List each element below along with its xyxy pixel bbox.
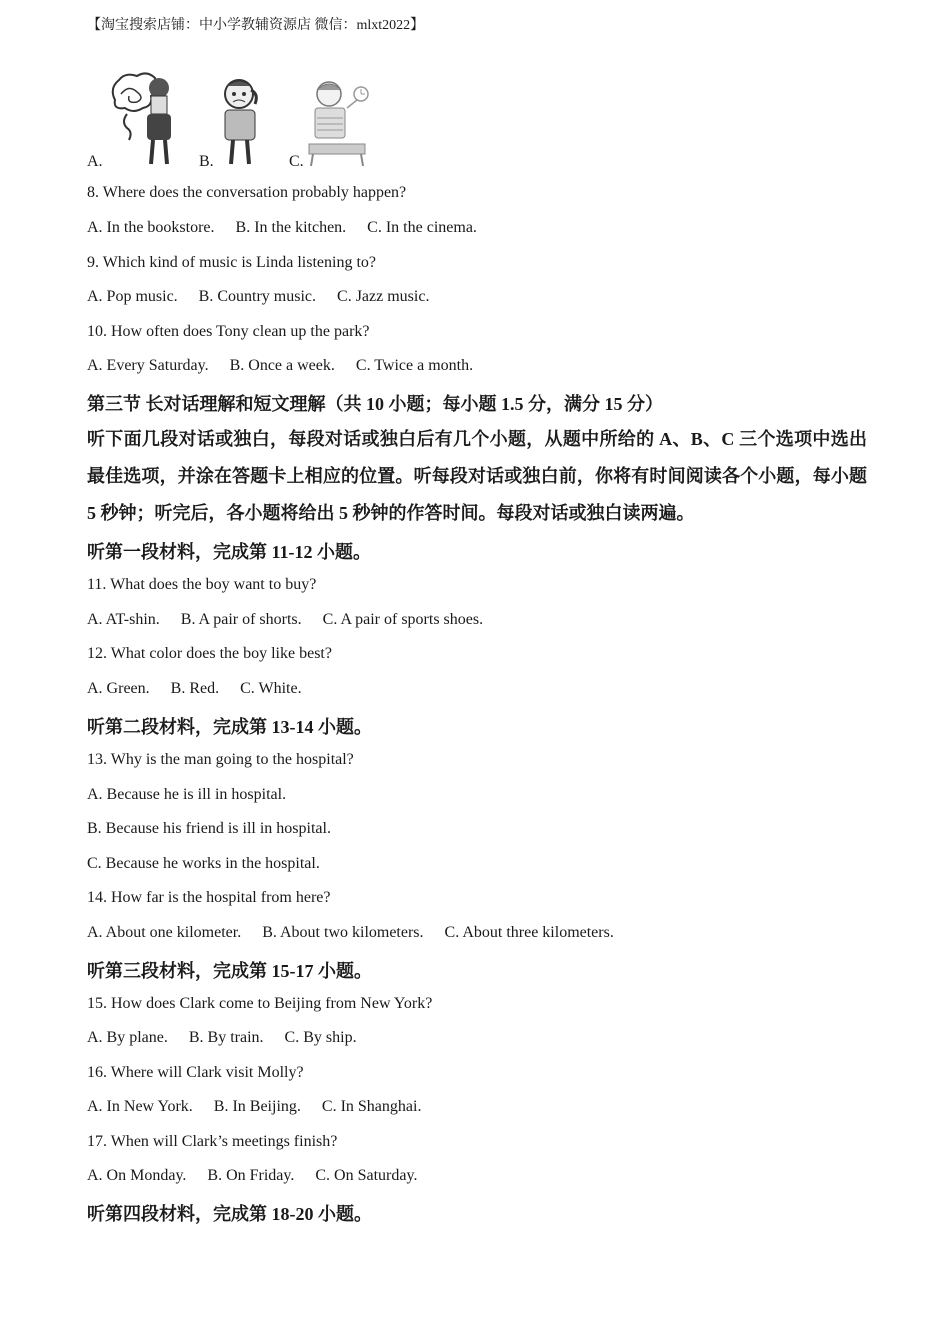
question-12: 12. What color does the boy like best?	[87, 645, 332, 662]
option: B. Once a week.	[229, 357, 335, 374]
question-13-option-c: C. Because he works in the hospital.	[87, 855, 320, 872]
option: C. About three kilometers.	[444, 924, 614, 941]
option: A. Green.	[87, 680, 150, 697]
question-11-options	[87, 611, 500, 629]
option: A. By plane.	[87, 1029, 168, 1046]
question-9-options	[87, 288, 446, 306]
question-12-options	[87, 680, 319, 698]
option: B. On Friday.	[207, 1167, 295, 1184]
picture-option-c-label: C.	[289, 153, 304, 170]
question-13-option-a: A. Because he is ill in hospital.	[87, 786, 287, 803]
question-10: 10. How often does Tony clean up the park?	[87, 323, 370, 340]
question-9: 9. Which kind of music is Linda listening to?	[87, 254, 376, 271]
part-2-title: 听第二段材料，完成第 13-14 小题。	[87, 717, 372, 737]
option: A. In New York.	[87, 1098, 193, 1115]
question-10-options	[87, 357, 490, 375]
question-11: 11. What does the boy want to buy?	[87, 576, 317, 593]
option: B. In the kitchen.	[235, 219, 347, 236]
question-13-option-b: B. Because his friend is ill in hospital.	[87, 820, 331, 837]
question-15-options	[87, 1029, 374, 1047]
part-1-title: 听第一段材料，完成第 11-12 小题。	[87, 542, 371, 562]
question-14-options	[87, 924, 631, 942]
option: B. In Beijing.	[213, 1098, 301, 1115]
option: C. Jazz music.	[337, 288, 430, 305]
page-header: 【淘宝搜索店铺：中小学教辅资源店 微信：mlxt2022】	[87, 18, 425, 33]
option: A. Every Saturday.	[87, 357, 209, 374]
option: B. Red.	[170, 680, 220, 697]
option: B. Country music.	[198, 288, 317, 305]
option: A. Pop music.	[87, 288, 178, 305]
question-16-options	[87, 1098, 438, 1116]
confused-man-with-thought-cloud-icon	[107, 70, 179, 168]
part-3-title: 听第三段材料，完成第 15-17 小题。	[87, 961, 372, 981]
option: B. About two kilometers.	[262, 924, 424, 941]
option: A. AT-shin.	[87, 611, 160, 628]
question-17-options	[87, 1167, 434, 1185]
option: C. Twice a month.	[355, 357, 474, 374]
option: C. A pair of sports shoes.	[322, 611, 484, 628]
picture-options	[87, 70, 407, 172]
option: C. In the cinema.	[367, 219, 477, 236]
option: A. In the bookstore.	[87, 219, 215, 236]
man-with-headache-icon	[215, 76, 267, 168]
man-at-table-with-clock-icon	[307, 78, 373, 168]
option: A. About one kilometer.	[87, 924, 242, 941]
option: B. By train.	[188, 1029, 264, 1046]
option: C. In Shanghai.	[321, 1098, 422, 1115]
question-8-options	[87, 219, 494, 237]
question-17: 17. When will Clark’s meetings finish?	[87, 1133, 338, 1150]
part-4-title: 听第四段材料，完成第 18-20 小题。	[87, 1204, 372, 1224]
picture-option-a-label: A.	[87, 153, 103, 170]
option: C. White.	[240, 680, 302, 697]
question-8: 8. Where does the conversation probably happen?	[87, 184, 407, 201]
option: C. On Saturday.	[315, 1167, 418, 1184]
option: A. On Monday.	[87, 1167, 187, 1184]
option: C. By ship.	[284, 1029, 357, 1046]
section-3-title: 第三节 长对话理解和短文理解（共 10 小题；每小题 1.5 分，满分 15 分）	[87, 394, 663, 414]
section-3-instructions: 听下面几段对话或独白，每段对话或独白后有几个小题，从题中所给的 A、B、C 三个选项中选出最佳选项，并涂在答题卡上相应的位置。听每段对话或独白前，你将有时间阅读各个小题，每小题 5 秒钟；听完后，各小题将给出 5 秒钟的作答时间。每段对话或独白读两遍。	[87, 429, 867, 523]
question-14: 14. How far is the hospital from here?	[87, 889, 331, 906]
question-16: 16. Where will Clark visit Molly?	[87, 1064, 304, 1081]
question-13: 13. Why is the man going to the hospital?	[87, 751, 354, 768]
question-15: 15. How does Clark come to Beijing from New York?	[87, 995, 433, 1012]
option: B. A pair of shorts.	[180, 611, 302, 628]
picture-option-b-label: B.	[199, 153, 214, 170]
